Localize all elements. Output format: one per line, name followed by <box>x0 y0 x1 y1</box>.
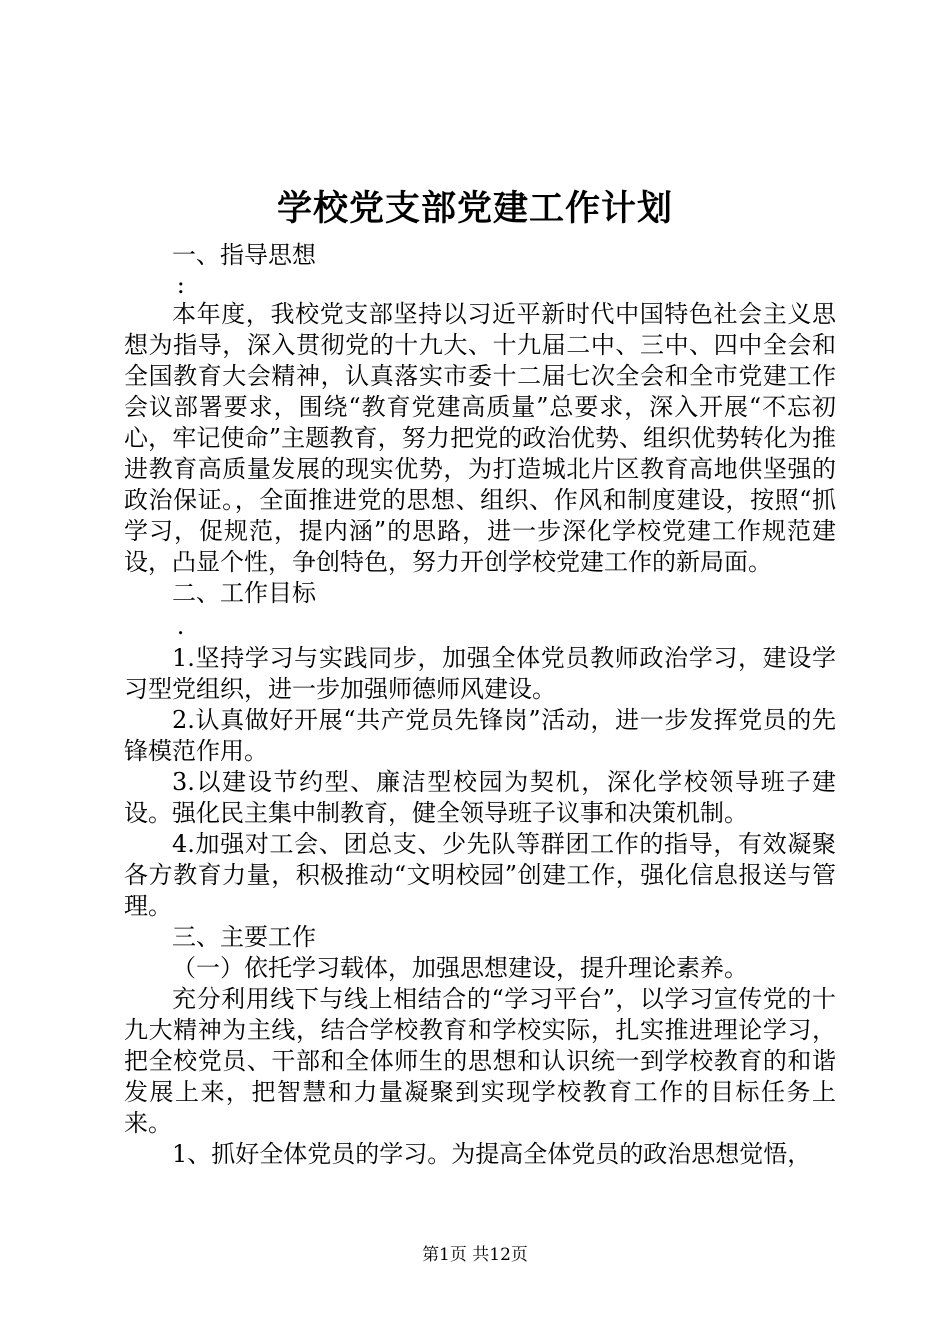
paragraph-member-study: 1、抓好全体党员的学习。为提高全体党员的政治思想觉悟， <box>172 1140 812 1168</box>
subsection-heading-1: （一）依托学习载体，加强思想建设，提升理论素养。 <box>172 954 748 982</box>
page-footer: 第1页 共12页 <box>422 1245 528 1265</box>
section-heading-guiding-ideology: 一、指导思想 <box>172 241 316 269</box>
paragraph-study-platform: 充分利用线下与线上相结合的“学习平台”，以学习宣传党的十九大精神为主线，结合学校教育和学校实际，扎实推进理论学习，把全校党员、干部和全体师生的思想和认识统一到学校教育的和谐发展上来，把智慧和力量凝聚到实现学校教育工作的目标任务上来。 <box>124 985 836 1137</box>
goal-item-4: 4.加强对工会、团总支、少先队等群团工作的指导，有效凝聚各方教育力量，积极推动“文明校园”创建工作，强化信息报送与管理。 <box>124 830 836 920</box>
dot-mark: . <box>176 612 185 640</box>
colon-mark: : <box>176 271 185 299</box>
document-body <box>124 240 836 1170</box>
goal-item-1: 1.坚持学习与实践同步，加强全体党员教师政治学习，建设学习型党组织，进一步加强师德师风建设。 <box>124 644 836 703</box>
goal-item-3: 3.以建设节约型、廉洁型校园为契机，深化学校领导班子建设。强化民主集中制教育，健全领导班子议事和决策机制。 <box>124 768 836 827</box>
section-heading-work-goals: 二、工作目标 <box>172 579 316 607</box>
goal-item-2: 2.认真做好开展“共产党员先锋岗”活动，进一步发挥党员的先锋模范作用。 <box>124 706 836 765</box>
section-heading-main-work: 三、主要工作 <box>172 923 316 951</box>
document-title: 学校党支部党建工作计划 <box>276 188 673 229</box>
paragraph-guiding-ideology: 本年度，我校党支部坚持以习近平新时代中国特色社会主义思想为指导，深入贯彻党的十九大、十九届二中、三中、四中全会和全国教育大会精神，认真落实市委十二届七次全会和全市党建工作会议部署要求，围绕“教育党建高质量”总要求，深入开展“不忘初心，牢记使命”主题教育，努力把党的政治优势、组织优势转化为推进教育高质量发展的现实优势，为打造城北片区教育高地供坚强的政治保证。，全面推进党的思想、组织、作风和制度建设，按照“抓学习，促规范，提内涵”的思路，进一步深化学校党建工作规范建设，凸显个性，争创特色，努力开创学校党建工作的新局面。 <box>124 300 836 576</box>
